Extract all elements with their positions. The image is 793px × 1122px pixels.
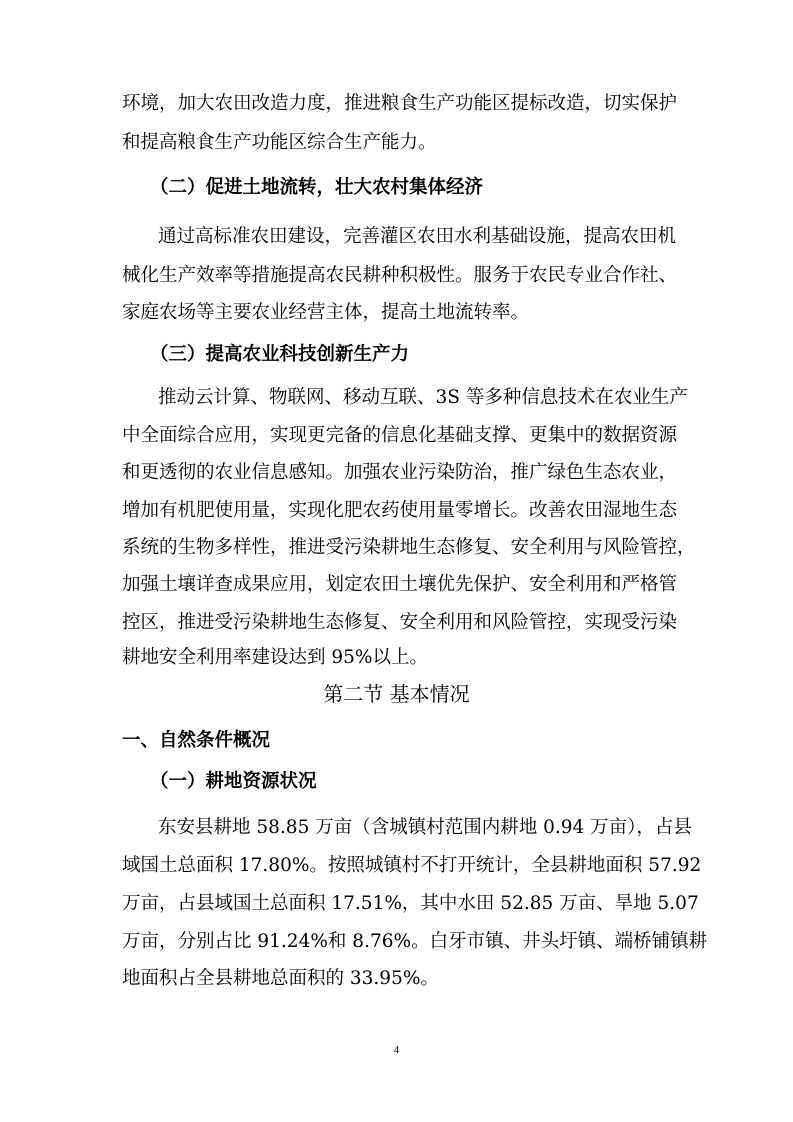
- paragraph-line: 万亩，分别占比 91.24%和 8.76%。白牙市镇、井头圩镇、端桥铺镇耕: [122, 931, 708, 952]
- heading-natural-conditions: 一、自然条件概况: [122, 730, 271, 751]
- paragraph-line: 地面积占全县耕地总面积的 33.95%。: [122, 968, 439, 989]
- paragraph-line: 控区，推进受污染耕地生态修复、安全利用和风险管控，实现受污染: [122, 612, 678, 633]
- paragraph-line: 万亩，占县域国土总面积 17.51%，其中水田 52.85 万亩、旱地 5.07: [122, 893, 699, 914]
- paragraph-line: 械化生产效率等措施提高农民耕种积极性。服务于农民专业合作社、: [122, 265, 678, 286]
- subheading-3: （三）提高农业科技创新生产力: [150, 344, 410, 365]
- page-number: 4: [393, 1044, 400, 1056]
- paragraph-line: 和更透彻的农业信息感知。加强农业污染防治，推广绿色生态农业，: [122, 462, 678, 483]
- subheading-farmland: （一）耕地资源状况: [150, 771, 317, 792]
- paragraph-line: 增加有机肥使用量，实现化肥农药使用量零增长。改善农田湿地生态: [122, 500, 678, 521]
- paragraph-line: 东安县耕地 58.85 万亩（含城镇村范围内耕地 0.94 万亩），占县: [158, 817, 692, 838]
- paragraph-line: 耕地安全利用率建设达到 95%以上。: [122, 647, 429, 668]
- paragraph-line: 家庭农场等主要农业经营主体，提高土地流转率。: [122, 302, 530, 323]
- section-title: 第二节 基本情况: [323, 682, 470, 706]
- paragraph-line: 和提高粮食生产功能区综合生产能力。: [122, 132, 437, 153]
- paragraph-line: 环境，加大农田改造力度，推进粮食生产功能区提标改造，切实保护: [122, 93, 678, 114]
- paragraph-line: 系统的生物多样性，推进受污染耕地生态修复、安全利用与风险管控，: [122, 537, 696, 558]
- paragraph-line: 域国土总面积 17.80%。按照城镇村不打开统计，全县耕地面积 57.92: [122, 855, 702, 876]
- paragraph-line: 中全面综合应用，实现更完备的信息化基础支撑、更集中的数据资源: [122, 425, 678, 446]
- paragraph-line: 加强土壤详查成果应用，划定农田土壤优先保护、安全利用和严格管: [122, 574, 678, 595]
- subheading-2: （二）促进土地流转，壮大农村集体经济: [150, 177, 484, 198]
- paragraph-line: 推动云计算、物联网、移动互联、3S 等多种信息技术在农业生产: [158, 387, 688, 408]
- paragraph-line: 通过高标准农田建设，完善灌区农田水利基础设施，提高农田机: [158, 226, 677, 247]
